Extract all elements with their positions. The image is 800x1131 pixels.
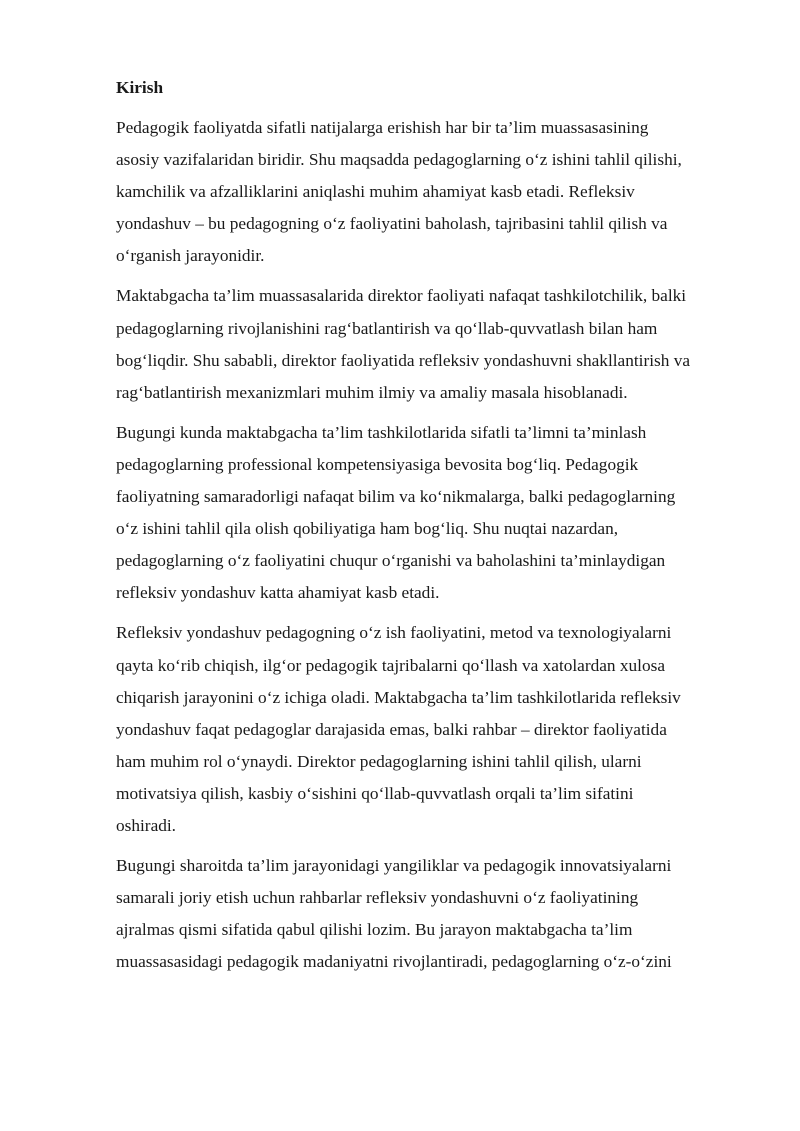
- text-line: motivatsiya qilish, kasbiy o‘sishini qo‘llab-quvvatlash orqali ta’lim sifatini: [116, 783, 634, 803]
- text-line: faoliyatning samaradorligi nafaqat bilim va ko‘nikmalarga, balki pedagoglarning: [116, 487, 676, 507]
- text-line: Bugungi sharoitda ta’lim jarayonidagi yangiliklar va pedagogik innovatsiyalarni: [116, 856, 672, 876]
- text-line: pedagoglarning professional kompetensiyasiga bevosita bog‘liq. Pedagogik: [116, 454, 639, 474]
- text-line: oshiradi.: [116, 815, 176, 835]
- text-line: kamchilik va afzalliklarini aniqlashi muhim ahamiyat kasb etadi. Refleksiv: [116, 182, 635, 202]
- text-line: Maktabgacha ta’lim muassasalarida direktor faoliyati nafaqat tashkilotchilik, balki: [116, 286, 687, 306]
- text-line: asosiy vazifalaridan biridir. Shu maqsadda pedagoglarning o‘z ishini tahlil qilishi,: [116, 150, 682, 170]
- text-line: ajralmas qismi sifatida qabul qilishi lozim. Bu jarayon maktabgacha ta’lim: [116, 920, 633, 940]
- text-line: pedagoglarning rivojlanishini rag‘batlantirish va qo‘llab-quvvatlash bilan ham: [116, 318, 658, 338]
- text-line: Refleksiv yondashuv pedagogning o‘z ish faoliyatini, metod va texnologiyalarni: [116, 623, 672, 643]
- paragraph-2: [116, 280, 746, 408]
- text-line: ham muhim rol o‘ynaydi. Direktor pedagoglarning ishini tahlil qilish, ularni: [116, 751, 642, 771]
- text-line: Pedagogik faoliyatda sifatli natijalarga erishish har bir ta’lim muassasasining: [116, 118, 649, 137]
- text-line: bog‘liqdir. Shu sababli, direktor faoliyatida refleksiv yondashuvni shakllantirish va: [116, 350, 691, 370]
- document-body: [116, 72, 746, 986]
- paragraph-1: [116, 112, 746, 272]
- text-line: o‘rganish jarayonidir.: [116, 246, 265, 266]
- text-line: yondashuv faqat pedagoglar darajasida emas, balki rahbar – direktor faoliyatida: [116, 719, 667, 739]
- text-line: qayta ko‘rib chiqish, ilg‘or pedagogik tajribalarni qo‘llash va xatolardan xulosa: [116, 655, 666, 675]
- paragraph-5: [116, 850, 746, 978]
- paragraph-4: [116, 617, 746, 842]
- section-heading: Kirish: [116, 78, 164, 97]
- text-line: refleksiv yondashuv katta ahamiyat kasb etadi.: [116, 583, 440, 603]
- text-line: Bugungi kunda maktabgacha ta’lim tashkilotlarida sifatli ta’limni ta’minlash: [116, 422, 647, 442]
- text-line: chiqarish jarayonini o‘z ichiga oladi. Maktabgacha ta’lim tashkilotlarida refleksiv: [116, 687, 681, 707]
- text-line: rag‘batlantirish mexanizmlari muhim ilmiy va amaliy masala hisoblanadi.: [116, 382, 628, 402]
- text-line: pedagoglarning o‘z faoliyatini chuqur o‘rganishi va baholashini ta’minlaydigan: [116, 551, 666, 571]
- text-line: muassasasidagi pedagogik madaniyatni rivojlantiradi, pedagoglarning o‘z-o‘zini: [116, 952, 672, 972]
- text-line: o‘z ishini tahlil qila olish qobiliyatiga ham bog‘liq. Shu nuqtai nazardan,: [116, 519, 619, 539]
- paragraph-3: [116, 417, 746, 610]
- text-line: samarali joriy etish uchun rahbarlar refleksiv yondashuvni o‘z faoliyatining: [116, 888, 639, 908]
- text-line: yondashuv – bu pedagogning o‘z faoliyatini baholash, tajribasini tahlil qilish va: [116, 214, 668, 234]
